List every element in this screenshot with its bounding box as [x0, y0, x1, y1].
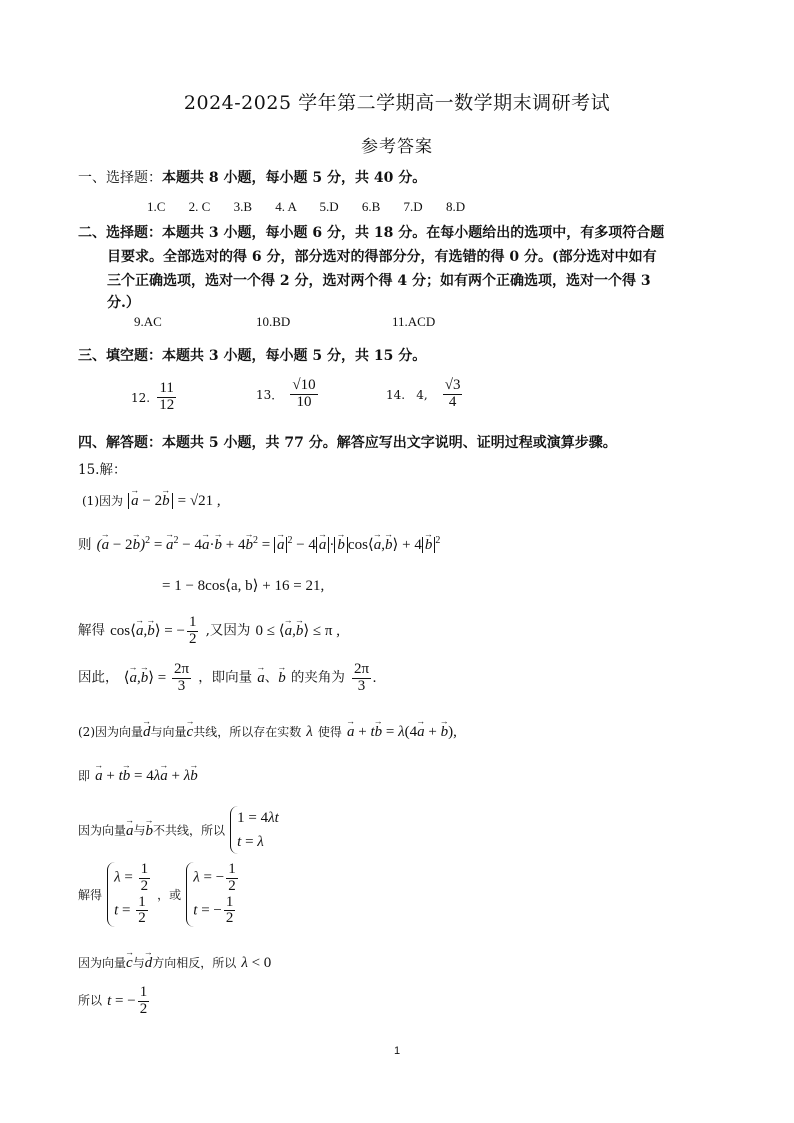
q15-expansion: 则 (→ a − 2→ b)$^2$ = → $a^2 - 4\to a\cdot\to b + 4\to b^2$ = → a $^2$ − 4→ a ·→ b cos⟨→ a,→ b⟩ + 4→ b $^2$: [78, 533, 440, 554]
section3-desc: 本题共 3 小题，每小题 5 分，共 15 分。: [162, 348, 427, 364]
answer-4: 4. A: [275, 199, 297, 214]
q13-denominator: 10: [296, 393, 312, 410]
q15-opposite: 因为向量→ c与→ d方向相反，所以 λ < 0: [78, 952, 271, 972]
q15-therefore: 因此， ⟨→ a,→ b⟩ = $\frac{2\pi}{3}$ ，即向量 → a、→ b 的夹角为 $\frac{2\pi}{3}$ .: [78, 662, 377, 695]
solve-label: 解得: [78, 622, 105, 639]
q15-solve-cos: 解得 cos⟨→ a,→ b⟩ = − $\frac{1}{2}$ ,又因为 0 ≤ ⟨→ a,→ b⟩ ≤ π ,: [78, 615, 340, 648]
solution-1: λ = $\frac{1}{2}$ t = $\frac{1}{2}$: [107, 862, 152, 927]
page-subtitle: 参考答案: [361, 137, 433, 157]
q15-part1-given: (1)因为 → a − 2→ b = √21 ,: [82, 490, 221, 510]
section4-desc: 本题共 5 小题，共 77 分。解答应写出文字说明、证明过程或演算步骤。: [162, 435, 617, 451]
section1-desc: 本题共 8 小题，每小题 5 分，共 40 分。: [162, 170, 427, 186]
page-number: 1: [393, 1045, 401, 1057]
therefore-label: 因此，: [78, 669, 119, 686]
section3-heading: [78, 345, 426, 365]
q14-label: 14.: [386, 387, 406, 402]
answer-8: 8.D: [445, 199, 466, 214]
solution-2: λ = − $\frac{1}{2}$ t = − $\frac{1}{2}$: [186, 862, 239, 927]
q12-label: 12.: [131, 390, 151, 405]
section1-label: 一、选择题：: [78, 170, 162, 186]
q15-ji: 即 → a + t→ b = 4λ→ a + λ→ b: [78, 765, 198, 785]
q14-numerator: √3: [444, 377, 461, 393]
q15-solutions: [78, 862, 240, 927]
q14-first: 4,: [416, 387, 428, 402]
expand-result: = 1 − 8cos⟨a, b⟩ + 16 = 21,: [162, 578, 325, 594]
answer-10: 10.BD: [256, 314, 291, 329]
section1-heading: [78, 167, 426, 187]
opposite-b: 方向相反，所以: [152, 956, 237, 970]
system-equations: 1 = 4λt t = λ: [230, 806, 279, 854]
p2-mid3: 使得: [317, 725, 342, 739]
p2-mid2: 共线，所以存在实数: [193, 725, 302, 739]
answer-13: [256, 378, 320, 411]
q12-denominator: 12: [159, 396, 175, 413]
p1-label: (1)因为: [82, 494, 123, 508]
answer-1: 1.C: [147, 199, 166, 214]
section2-line4: 分.）: [107, 295, 140, 311]
or-label: ，或: [157, 888, 182, 902]
noncollinear-a: 因为向量: [78, 823, 127, 838]
q15-part2-given: (2)因为向量→ d与向量→ c共线，所以存在实数 λ 使得 → a + t→ b = λ(4→ a + → b),: [78, 721, 457, 741]
answer-3: 3.B: [233, 199, 253, 214]
p2-mid1: 与向量: [150, 725, 187, 739]
answer-11: 11.ACD: [392, 314, 436, 329]
answer-12: [131, 381, 178, 414]
jiede-label: 解得: [78, 888, 103, 902]
section3-label: 三、填空题：: [78, 348, 162, 364]
section2-line3: 三个正确选项，选对一个得 2 分，选对两个得 4 分；如有两个正确选项，选对一个得 3: [107, 273, 651, 289]
then-label: 则: [78, 537, 92, 553]
p2-text: (2)因为向量: [78, 725, 143, 739]
answer-6: 6.B: [361, 199, 381, 214]
p1-eq: = √21 ,: [177, 493, 221, 509]
therefore-mid: ，即向量: [198, 669, 253, 686]
q13-numerator: √10: [292, 377, 316, 393]
noncollinear-b: 不共线，所以: [153, 823, 226, 838]
answer-7: 7.D: [403, 199, 423, 214]
section2-heading: [78, 222, 664, 242]
answer-14: [386, 378, 464, 411]
section2-line2: 目要求。全部选对的得 6 分，部分选对的得部分分，有选错的得 0 分。(部分选对中如有: [107, 249, 657, 265]
section2-line1: 本题共 3 小题，每小题 6 分，共 18 分。在每小题给出的选项中，有多项符合题: [162, 225, 665, 241]
q15-noncollinear: 因为向量→ a与→ b不共线，所以 1 = 4λt t = λ: [78, 806, 279, 854]
q14-denominator: 4: [448, 393, 457, 410]
answer-9: 9.AC: [134, 314, 162, 329]
section4-label: 四、解答题：: [78, 435, 162, 451]
section4-heading: [78, 432, 617, 452]
page-title: 2024-2025 学年第二学期高一数学期末调研考试: [183, 92, 611, 114]
answer-5: 5.D: [319, 199, 339, 214]
q13-label: 13．: [256, 387, 284, 402]
section1-answers: [147, 199, 465, 215]
section2-label: 二、选择题：: [78, 225, 162, 241]
final-label: 所以: [78, 993, 103, 1008]
q15-final: 所以 t = − $\frac{1}{2}$: [78, 984, 148, 1017]
therefore-tail: 的夹角为: [290, 669, 345, 686]
q15-label: 15.解：: [78, 462, 127, 478]
opposite-a: 因为向量: [78, 956, 127, 970]
answer-2: 2. C: [188, 199, 211, 214]
solve-tail: ,又因为: [205, 622, 251, 639]
ji-label: 即: [78, 769, 91, 783]
q12-numerator: 11: [159, 380, 174, 396]
